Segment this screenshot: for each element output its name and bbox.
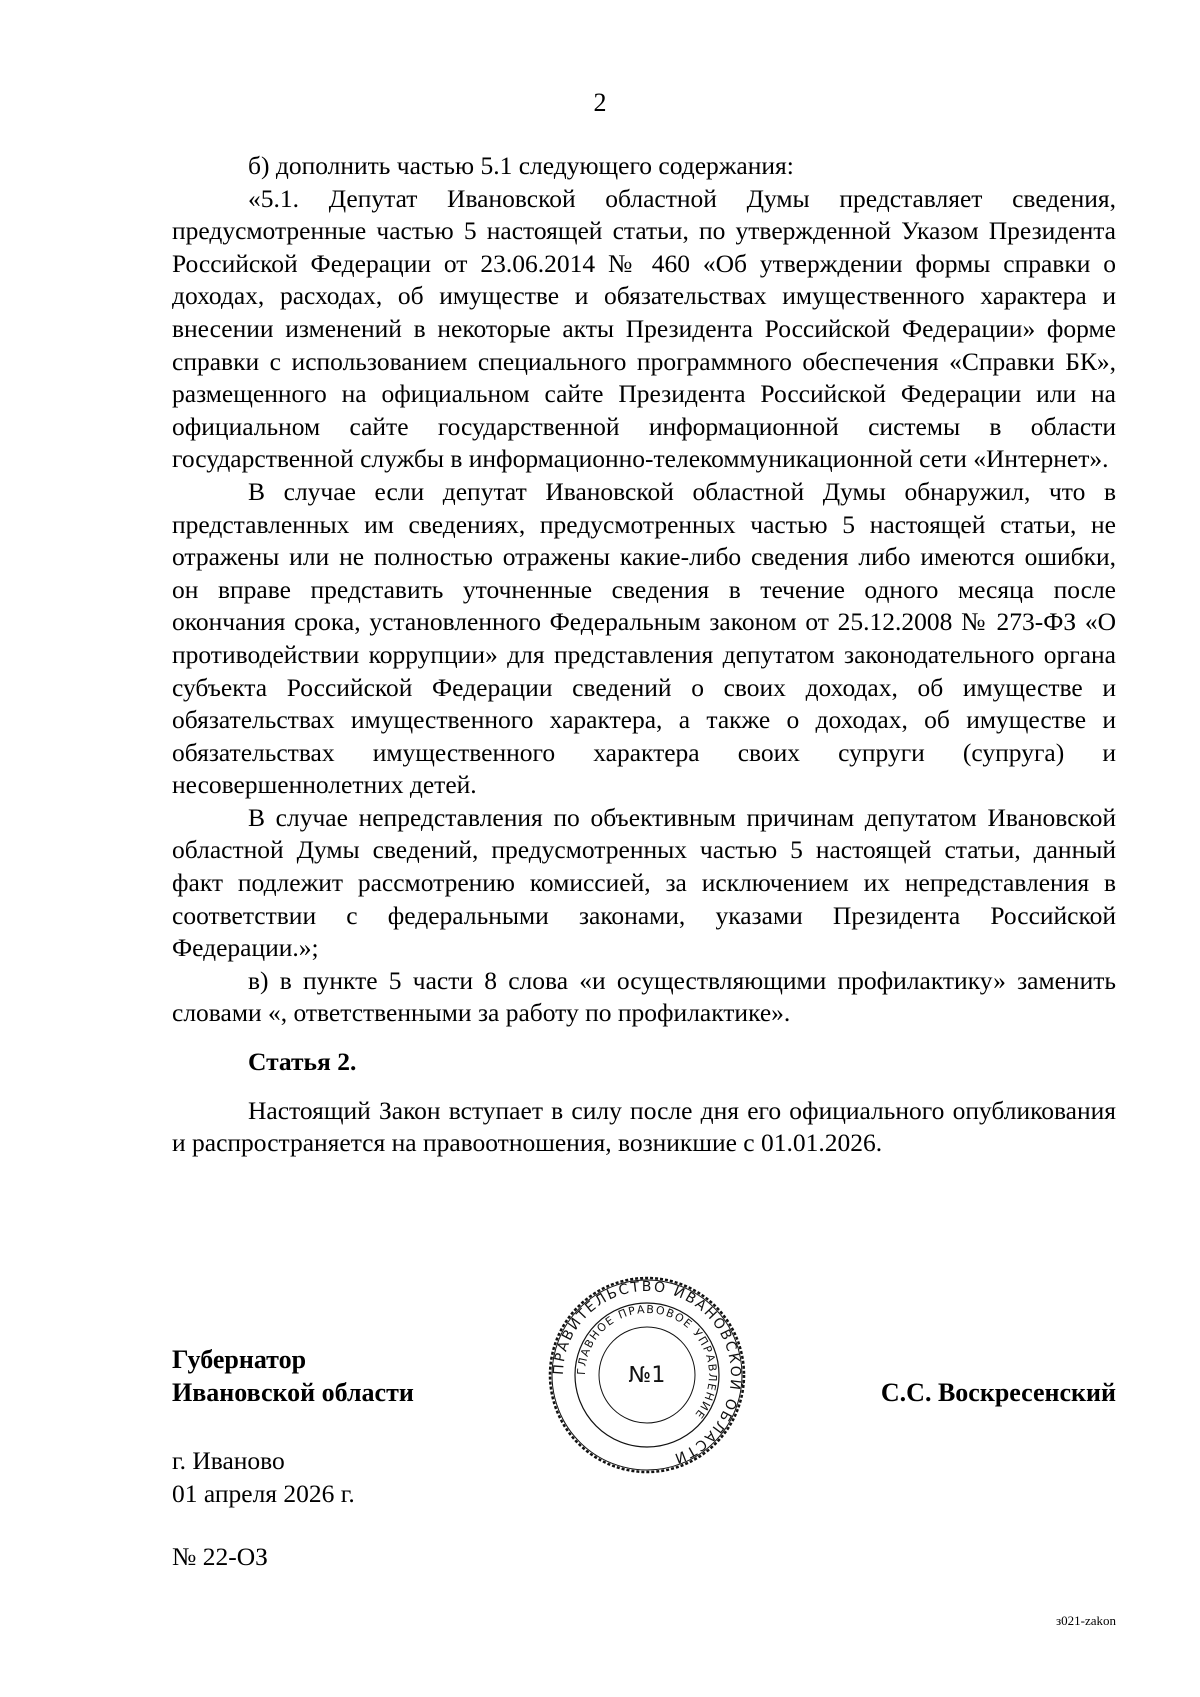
signatory-title (172, 1343, 414, 1409)
signatory-name: С.С. Воскресенский (880, 1378, 1116, 1407)
place: г. Иваново (172, 1446, 285, 1475)
place-and-date (172, 1444, 355, 1510)
seal-number: №1 (628, 1363, 666, 1388)
law-number: № 22-ОЗ (172, 1542, 268, 1571)
paragraph-corrections: В случае если депутат Ивановской областной Думы обнаружил, что в представленных им сведениях, предусмотренных частью 5 настоящей статьи, не отражены или не полностью отражены какие-либо сведения либо имеются ошибки, он вправе представить уточненные сведения в течение одного месяца после окончания срока, установленного Федеральным законом от 25.12.2008 № 273-ФЗ «О противодействии коррупции» для представления депутатом законодательного органа субъекта Российской Федерации сведений о своих доходах, об имуществе и обязательствах имущественного характера, а также о доходах, об имуществе и обязательствах имущественного характера своих супруги (супруга) и несовершеннолетних детей. (172, 476, 1116, 800)
document-body (172, 150, 1116, 1160)
article-2-heading: Статья 2. (248, 1047, 357, 1077)
page-number: 2 (593, 88, 607, 117)
article-2-text: Настоящий Закон вступает в силу после дня его официального опубликования и распространяется на правоотношения, возникшие с 01.01.2026. (172, 1095, 1116, 1158)
paragraph-nonsubmission: В случае непредставления по объективным причинам депутатом Ивановской областной Думы сведений, предусмотренных частью 5 настоящей статьи, данный факт подлежит рассмотрению комиссией, за исключением их непредставления в соответствии с федеральными законами, указами Президента Российской Федерации.»; (172, 802, 1116, 963)
date: 01 апреля 2026 г. (172, 1479, 355, 1508)
paragraph-v: в) в пункте 5 части 8 слова «и осуществляющими профилактику» заменить словами «, ответственными за работу по профилактике». (172, 965, 1116, 1028)
official-seal (547, 1275, 747, 1475)
file-code: з021-zakon (1055, 1613, 1116, 1628)
seal-outer-text: ПРАВИТЕЛЬСТВО ИВАНОВСКОЙ ОБЛАСТИ (550, 1278, 744, 1467)
seal-inner-text: ГЛАВНОЕ ПРАВОВОЕ УПРАВЛЕНИЕ (574, 1302, 720, 1422)
paragraph-b: б) дополнить частью 5.1 следующего содержания: (248, 151, 794, 180)
signatory-title-line2: Ивановской области (172, 1378, 414, 1407)
paragraph-5-1: «5.1. Депутат Ивановской областной Думы представляет сведения, предусмотренные частью 5 настоящей статьи, по утвержденной Указом Президента Российской Федерации от 23.06.2014 № 460 «Об утверждении формы справки о доходах, расходах, об имуществе и обязательствах имущественного характера и внесении изменений в некоторые акты Президента Российской Федерации» форме справки с использованием специального программного обеспечения «Справки БК», размещенного на официальном сайте Президента Российской Федерации или на официальном сайте государственной информационной системы в области государственной службы в информационно-телекоммуникационной сети «Интернет». (172, 183, 1116, 474)
signatory-title-line1: Губернатор (172, 1345, 307, 1374)
